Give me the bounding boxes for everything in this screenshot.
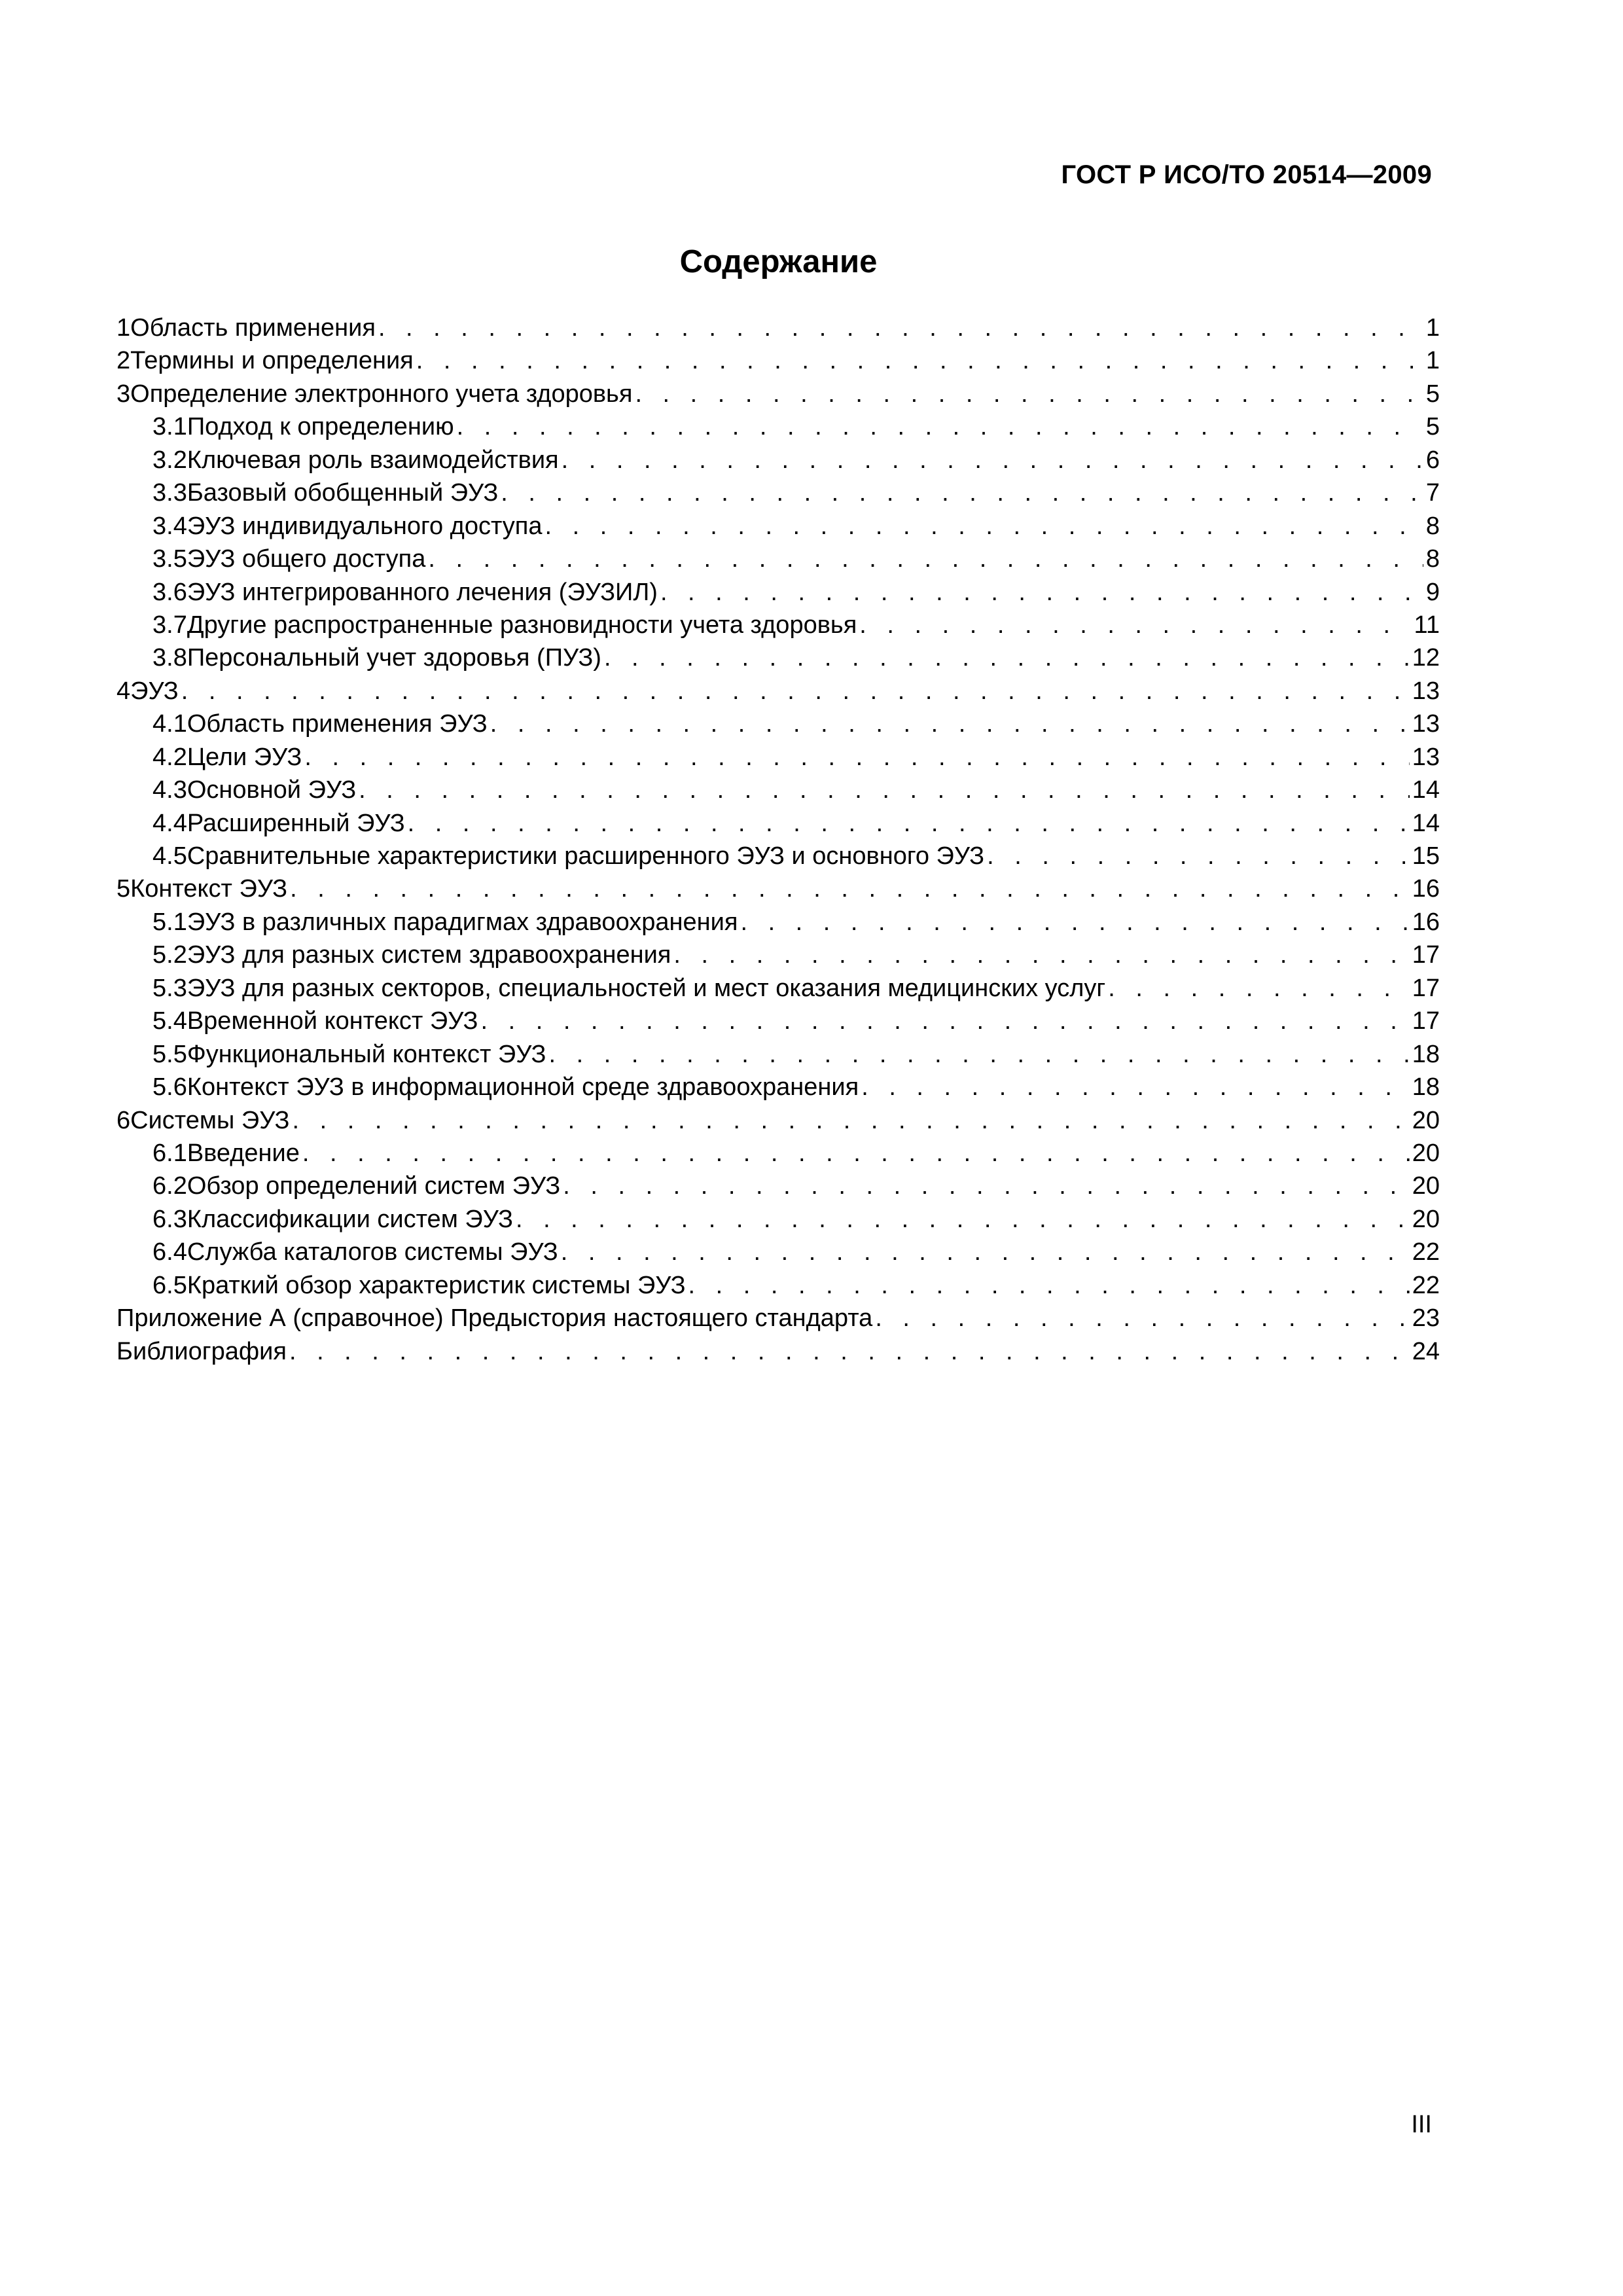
toc-entry-page: 6 [1425, 446, 1440, 474]
dot-leader [302, 1137, 1410, 1170]
toc-entry-page: 18 [1412, 1040, 1440, 1068]
toc-entry-page: 13 [1412, 677, 1440, 705]
toc-entry[interactable] [116, 1269, 1440, 1302]
dot-leader [875, 1302, 1409, 1335]
toc-entry-page: 20 [1412, 1172, 1440, 1200]
toc-entry-title: Другие распространенные разновидности учета здоровья [187, 611, 857, 639]
toc-entry-page: 17 [1412, 1007, 1440, 1035]
toc-entry-number: 5.5 [152, 1040, 187, 1068]
toc-entry-page: 23 [1412, 1304, 1440, 1333]
toc-entry-page: 17 [1412, 941, 1440, 969]
toc-entry-title: Введение [187, 1139, 300, 1167]
toc-entry-number: 1 [116, 314, 131, 342]
toc-entry-number: 6.4 [152, 1238, 187, 1266]
toc-entry-title: Область применения ЭУЗ [187, 710, 488, 738]
toc-entry-page: 5 [1425, 380, 1440, 408]
dot-leader [304, 741, 1409, 774]
toc-entry-title: Обзор определений систем ЭУЗ [187, 1172, 561, 1200]
toc-entry[interactable] [116, 609, 1440, 641]
toc-entry[interactable] [116, 344, 1440, 377]
toc-entry-page: 17 [1412, 974, 1440, 1002]
toc-entry[interactable] [116, 1170, 1440, 1202]
toc-entry-page: 20 [1412, 1205, 1440, 1233]
dot-leader [859, 609, 1411, 641]
toc-entry-page: 11 [1414, 611, 1440, 639]
dot-leader [501, 476, 1423, 509]
toc-entry-page: 16 [1412, 875, 1440, 903]
toc-entry-title: Ключевая роль взаимодействия [187, 446, 559, 474]
toc-entry-page: 8 [1425, 512, 1440, 540]
toc-entry-page: 9 [1425, 578, 1440, 606]
toc-entry-title: Системы ЭУЗ [130, 1106, 290, 1134]
toc-entry-title: Базовый обобщенный ЭУЗ [187, 479, 499, 507]
toc-entry-title: Сравнительные характеристики расширенного ЭУЗ и основного ЭУЗ [187, 842, 985, 870]
toc-entry[interactable] [116, 840, 1440, 872]
toc-entry-number: 4.2 [152, 743, 187, 771]
toc-entry[interactable] [116, 1203, 1440, 1236]
toc-entry-number: 5.2 [152, 941, 187, 969]
toc-entry-number: 3.4 [152, 512, 187, 540]
dot-leader [563, 1170, 1410, 1202]
toc-entry-number: 4 [116, 677, 131, 705]
dot-leader [561, 1236, 1410, 1268]
toc-entry-page: 12 [1412, 644, 1440, 672]
toc-entry-title: Классификации систем ЭУЗ [187, 1205, 513, 1233]
dot-leader [416, 344, 1423, 377]
dot-leader [516, 1203, 1410, 1236]
dot-leader [408, 807, 1410, 840]
toc-entry-title: ЭУЗ для разных секторов, специальностей и мест оказания медицинских услуг [187, 974, 1106, 1002]
toc-entry-number: 4.3 [152, 776, 187, 804]
toc-entry[interactable] [116, 807, 1440, 840]
toc-entry[interactable] [116, 510, 1440, 543]
toc-entry-page: 18 [1412, 1073, 1440, 1102]
dot-leader [457, 410, 1423, 443]
dot-leader [428, 543, 1423, 575]
toc-entry[interactable] [116, 939, 1440, 971]
toc-entry-title: Расширенный ЭУЗ [187, 809, 405, 837]
toc-entry-title: Термины и определения [130, 347, 414, 375]
toc-entry-title: ЭУЗ общего доступа [187, 545, 426, 573]
toc-entry-page: 14 [1412, 809, 1440, 837]
toc-entry-number: 3.3 [152, 479, 187, 507]
toc-entry-page: 5 [1425, 413, 1440, 441]
toc-entry-number: 6.2 [152, 1172, 187, 1200]
toc-entry[interactable] [116, 1071, 1440, 1103]
toc-entry-page: 13 [1412, 743, 1440, 771]
toc-entry-page: 20 [1412, 1106, 1440, 1134]
toc-entry-page: 22 [1412, 1271, 1440, 1299]
toc-entry-page: 1 [1425, 347, 1440, 375]
dot-leader [545, 510, 1423, 543]
toc-entry-title: ЭУЗ интегрированного лечения (ЭУЗИЛ) [187, 578, 658, 606]
toc-entry-title: Контекст ЭУЗ в информационной среде здравоохранения [187, 1073, 859, 1102]
toc-entry[interactable] [116, 641, 1440, 674]
toc-entry-number: 6.5 [152, 1271, 187, 1299]
toc-entry-title: Приложение А (справочное) Предыстория настоящего стандарта [116, 1304, 873, 1333]
toc-entry[interactable] [116, 378, 1440, 410]
toc-entry-number: 4.4 [152, 809, 187, 837]
toc-entry-page: 15 [1412, 842, 1440, 870]
toc-entry-page: 7 [1425, 479, 1440, 507]
page-number: III [1411, 2111, 1432, 2138]
toc-entry[interactable] [116, 576, 1440, 609]
toc-entry-title: Основной ЭУЗ [187, 776, 357, 804]
toc-entry-number: 4.1 [152, 710, 187, 738]
dot-leader [289, 1335, 1410, 1368]
toc-entry-number: 6 [116, 1106, 131, 1134]
dot-leader [562, 444, 1423, 476]
toc-entry[interactable] [116, 312, 1440, 344]
toc-entry-number: 3.6 [152, 578, 187, 606]
dot-leader [987, 840, 1410, 872]
toc-entry-title: Временной контекст ЭУЗ [187, 1007, 478, 1035]
toc-entry[interactable] [116, 972, 1440, 1005]
toc-entry[interactable] [116, 1335, 1440, 1368]
toc-entry[interactable] [116, 476, 1440, 509]
dot-leader [861, 1071, 1410, 1103]
dot-leader [673, 939, 1409, 971]
standard-code: ГОСТ Р ИСО/ТО 20514—2009 [1061, 160, 1432, 189]
toc-entry[interactable] [116, 872, 1440, 905]
toc-entry-number: 3.8 [152, 644, 187, 672]
toc-entry-page: 16 [1412, 908, 1440, 936]
toc-entry-page: 1 [1425, 314, 1440, 342]
toc-entry[interactable] [116, 708, 1440, 740]
toc-entry-title: Контекст ЭУЗ [130, 875, 288, 903]
toc-entry-title: ЭУЗ индивидуального доступа [187, 512, 543, 540]
dot-leader [490, 708, 1410, 740]
dot-leader [660, 576, 1423, 609]
dot-leader [290, 872, 1410, 905]
toc-entry-page: 13 [1412, 710, 1440, 738]
toc-entry[interactable] [116, 741, 1440, 774]
toc-entry-number: 5.3 [152, 974, 187, 1002]
toc-entry[interactable] [116, 906, 1440, 939]
toc-entry-title: Библиография [116, 1337, 287, 1365]
table-of-contents [116, 312, 1440, 1368]
dot-leader [740, 906, 1409, 939]
toc-entry-page: 22 [1412, 1238, 1440, 1266]
toc-entry-number: 5 [116, 875, 131, 903]
toc-entry-title: Персональный учет здоровья (ПУЗ) [187, 644, 601, 672]
toc-entry-number: 3.1 [152, 413, 187, 441]
toc-entry[interactable] [116, 1236, 1440, 1268]
dot-leader [378, 312, 1423, 344]
toc-entry-number: 3 [116, 380, 131, 408]
dot-leader [293, 1104, 1410, 1137]
toc-entry-title: ЭУЗ для разных систем здравоохранения [187, 941, 671, 969]
toc-entry-title: ЭУЗ [130, 677, 179, 705]
toc-entry-page: 20 [1412, 1139, 1440, 1167]
toc-entry-number: 5.6 [152, 1073, 187, 1102]
toc-entry-number: 6.3 [152, 1205, 187, 1233]
toc-entry-title: Краткий обзор характеристик системы ЭУЗ [187, 1271, 686, 1299]
toc-entry-title: Подход к определению [187, 413, 454, 441]
toc-entry-title: Цели ЭУЗ [187, 743, 302, 771]
dot-leader [604, 641, 1410, 674]
toc-entry-number: 4.5 [152, 842, 187, 870]
dot-leader [359, 774, 1410, 806]
toc-entry[interactable] [116, 1005, 1440, 1037]
toc-entry-page: 8 [1425, 545, 1440, 573]
dot-leader [181, 675, 1410, 708]
toc-entry-page: 14 [1412, 776, 1440, 804]
toc-entry-number: 3.7 [152, 611, 187, 639]
toc-entry[interactable] [116, 1302, 1440, 1335]
page-title: Содержание [679, 244, 878, 279]
toc-entry-number: 3.5 [152, 545, 187, 573]
toc-entry-number: 5.4 [152, 1007, 187, 1035]
dot-leader [635, 378, 1423, 410]
toc-entry[interactable] [116, 1137, 1440, 1170]
dot-leader [549, 1038, 1410, 1071]
toc-entry[interactable] [116, 543, 1440, 575]
toc-entry-title: Функциональный контекст ЭУЗ [187, 1040, 546, 1068]
toc-entry-number: 3.2 [152, 446, 187, 474]
toc-entry-page: 24 [1412, 1337, 1440, 1365]
dot-leader [688, 1269, 1410, 1302]
toc-entry[interactable] [116, 1104, 1440, 1137]
toc-entry[interactable] [116, 675, 1440, 708]
toc-entry-number: 2 [116, 347, 131, 375]
toc-entry[interactable] [116, 444, 1440, 476]
toc-entry-title: Область применения [130, 314, 376, 342]
toc-entry[interactable] [116, 1038, 1440, 1071]
dot-leader [1108, 972, 1409, 1005]
toc-entry-title: Служба каталогов системы ЭУЗ [187, 1238, 558, 1266]
toc-entry-number: 5.1 [152, 908, 187, 936]
toc-entry-number: 6.1 [152, 1139, 187, 1167]
dot-leader [480, 1005, 1409, 1037]
toc-entry[interactable] [116, 410, 1440, 443]
toc-entry-title: Определение электронного учета здоровья [130, 380, 633, 408]
toc-entry[interactable] [116, 774, 1440, 806]
toc-entry-title: ЭУЗ в различных парадигмах здравоохранения [187, 908, 738, 936]
